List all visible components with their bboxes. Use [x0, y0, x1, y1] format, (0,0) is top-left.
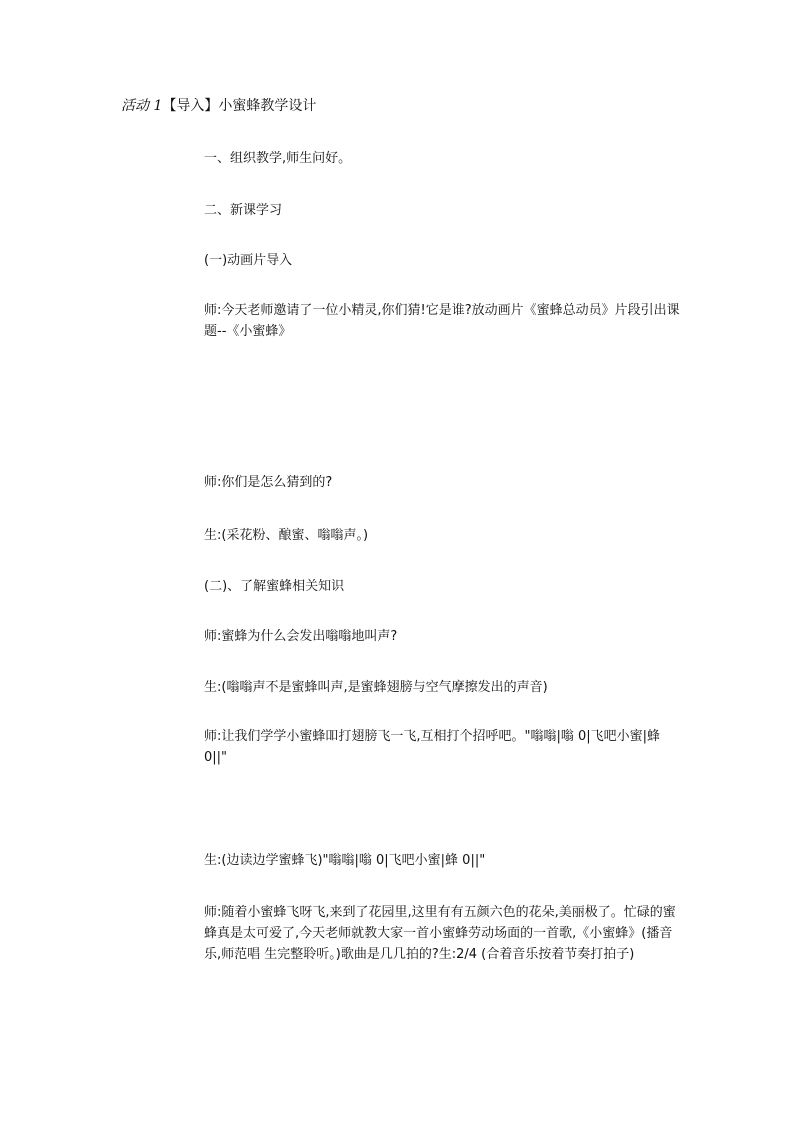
paragraph-teacher-fly: 师:让我们学学小蜜蜂吅打翅膀飞一飞,互相打个招呼吧。"嗡嗡|嗡 0|飞吧小蜜|蜂 0||" [204, 729, 661, 765]
document-title [121, 97, 316, 115]
paragraph-student-answer: 生:(采花粉、酿蜜、嗡嗡声。) [204, 528, 369, 543]
paragraph-teacher-intro: 师:今天老师邀请了一位小精灵,你们猜!它是谁?放动画片《蜜蜂总动员》片段引出课题--《小蜜蜂》 [204, 303, 680, 339]
paragraph-animation-intro: (一)动画片导入 [204, 253, 293, 268]
paragraph-greeting: 一、组织教学,师生问好。 [204, 151, 352, 166]
paragraph-teacher-why: 师:蜜蜂为什么会发出嗡嗡地叫声? [204, 629, 398, 644]
paragraph-teacher-question: 师:你们是怎么猜到的? [204, 475, 333, 490]
paragraph-bee-knowledge: (二)、了解蜜蜂相关知识 [204, 579, 345, 594]
title-heading: 【导入】小蜜蜂教学设计 [162, 98, 317, 114]
activity-label: 活动 1 [121, 98, 163, 114]
paragraph-student-explain: 生:(嗡嗡声不是蜜蜂叫声,是蜜蜂翅膀与空气摩擦发出的声音) [204, 680, 548, 695]
paragraph-teacher-song: 师:随着小蜜蜂飞呀飞,来到了花园里,这里有有五颜六色的花朵,美丽极了。忙碌的蜜蜂真是太可爱了,今天老师就教大家一首小蜜蜂劳动场面的一首歌,《小蜜蜂》(播音乐,师范唱 生完整聆听。)歌曲是几几拍的?生:2/4 (合着音乐按着节奏打拍子) [204, 905, 676, 962]
paragraph-student-fly: 生:(边读边学蜜蜂飞)"嗡嗡|嗡 0|飞吧小蜜|蜂 0||" [204, 853, 486, 868]
paragraph-new-lesson: 二、新课学习 [204, 203, 283, 218]
